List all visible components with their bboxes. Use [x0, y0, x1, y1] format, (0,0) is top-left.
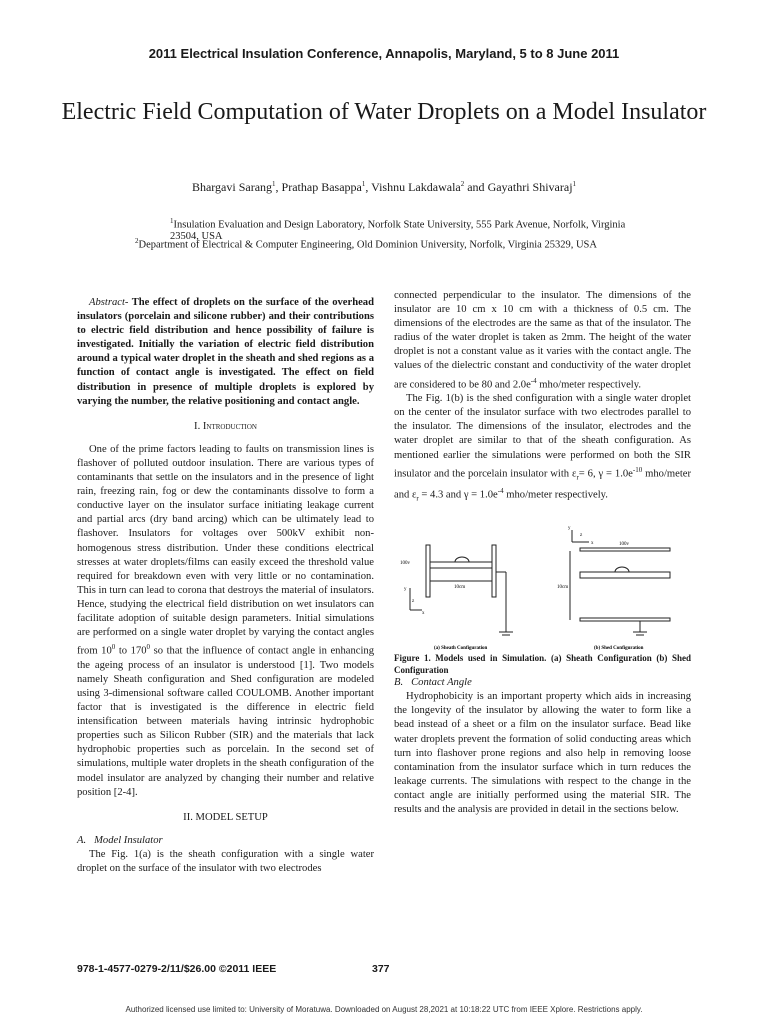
author-name: Vishnu Lakdawala: [371, 180, 461, 194]
exponent: -4: [497, 487, 504, 496]
axis-x-label: x: [591, 541, 594, 547]
affiliation-text: Department of Electrical & Computer Engineering, Old Dominion University, Norfolk, Virginia 25329, USA: [138, 239, 597, 251]
axis-x-label: x: [422, 611, 425, 617]
paragraph-text: The Fig. 1(b) is the shed configuration with a single water droplet on the center of the insulator surface with two electrodes parallel to the insulator. The dimensions of the insulator, electrodes and the water droplet are similar to that of the sheath configuration. As mentioned earlier the simulations were performed on both the SIR insulator and the porcelain insulator with ε: [394, 393, 691, 480]
author-name: Gayathri Shivaraj: [487, 180, 573, 194]
axis-y-label: y: [404, 587, 407, 593]
author-affiliation-mark: 1: [272, 180, 276, 188]
author-list: [0, 180, 768, 195]
exponent: -10: [632, 465, 643, 474]
figure-caption: Figure 1. Models used in Simulation. (a) Sheath Configuration (b) Shed Configuration: [394, 653, 691, 676]
subsection-title: Contact Angle: [411, 677, 472, 689]
axis-y-label: y: [568, 526, 571, 532]
section-heading-model-setup: [77, 811, 374, 825]
top-electrode: [580, 548, 670, 551]
paragraph-text: = 4.3 and γ = 1.0e: [418, 489, 498, 501]
author-separator: ,: [365, 180, 372, 194]
paragraph-text: so that the influence of contact angle in enhancing the ageing process of an insulator is understood [1]. Two models namely Sheath configuration and Shed configuration are modeled using 3-dimensional software called COULOMB. Another important factor that is investigated is the difference in electric field intensification between materials having intrinsic hydrophobic properties such as Silicon Rubber (SIR) and the materials that lack hydrophobic properties such as porcelain. In the second set of simulations, multiple water droplets in the sheath configuration of the model insulator are analyzed by changing their number and relative position [2-4].: [77, 645, 374, 798]
figure-1: [394, 510, 691, 652]
right-column: [394, 289, 691, 817]
affiliation-2: [135, 237, 655, 251]
introduction-paragraph: [77, 443, 374, 800]
subsection-label: A.: [77, 834, 87, 846]
paper-title: Electric Field Computation of Water Droplets on a Model Insulator: [61, 99, 707, 125]
affiliation-mark: 2: [135, 237, 139, 245]
abstract-text: The effect of droplets on the surface of the overhead insulators (porcelain and silicone rubber) and their contributions to electric field distribution and hence possibility of failure is investigated. Initially the variation of electric field distribution around a typical water droplet in the sheath and shed regions as a function of contact angle is investigated. The effect on field distribution in presence of multiple droplets is explored by varying the number, the relative positioning and contact angle.: [77, 297, 374, 407]
insulator: [580, 572, 670, 578]
subsection-heading-contact-angle: [394, 676, 691, 690]
exponent: -4: [530, 376, 537, 385]
paragraph-text: mho/meter respectively.: [503, 489, 608, 501]
shed-paragraph: [394, 392, 691, 506]
author-name: Prathap Basappa: [281, 180, 362, 194]
model-paragraph-continued: [394, 289, 691, 392]
bottom-electrode: [580, 618, 670, 621]
paragraph-text: Hydrophobicity is an important property which aids in increasing the longevity of the insulator by allowing the water to form like a bead instead of a sheet or a film on the insulator surface. Bead like water droplets prevent the formation of solid conducting areas which turn into flashover prone regions and also help in removing loose contamination from the insulator surface which in turn reduces the leakage currents. The simulations with respect to the change in the contact angle are initially performed using the material SIR. The results and the analysis are provided in detail in the sections below.: [394, 691, 691, 815]
conference-header: 2011 Electrical Insulation Conference, Annapolis, Maryland, 5 to 8 June 2011: [148, 46, 620, 61]
voltage-label: 100v: [400, 561, 410, 567]
paragraph-text: mho/meter respectively.: [536, 379, 641, 391]
subsection-heading-model-insulator: [77, 834, 374, 848]
degree-mark: 0: [111, 643, 116, 652]
sheath-configuration: [410, 545, 513, 635]
water-droplet: [455, 557, 469, 562]
axis-z-label: z: [412, 599, 415, 605]
right-electrode: [492, 545, 496, 597]
subfigure-b-label: (b) Shed Configuration: [594, 646, 644, 652]
paragraph-text: One of the prime factors leading to faults on transmission lines is flashover of polluted outdoor insulation. There are various types of contaminants that settle on the insulators and in the presence of light rain, freezing rain, fog or dew the contaminants dissolve to form a conductive layer on the insulator surface initiating leakage current and partial arcs (dry band arcing) which can be ultimately lead to flashover. Insulators for voltages over 500kV exhibit non-homogenous stress distribution. Under these conditions electrical stresses at water droplets/films can easily exceed the threshold value required for breakdown even with very little or no contamination. This in turn can lead to corona that destroys the material of insulators. Hence, studying the electrical field distribution on wet insulators can facilitate adoption of suitable design parameters. Initial simulations are performed on a single water droplet by varying the contact angles from 10: [77, 443, 374, 657]
author-affiliation-mark: 2: [460, 180, 465, 188]
paragraph-text: connected perpendicular to the insulator. The dimensions of the insulator are 10 cm x 10 cm with a thickness of 0.5 cm. The dimensions of the electrodes are the same as that of the insulator. The radius of the water droplet is taken as 2mm. The height of the water droplet is not a constant value as it varies with the contact angle. The values of the dielectric constant and conductivity of the water droplet are considered to be 80 and 2.0e: [394, 290, 691, 391]
download-notice: Authorized licensed use limited to: University of Moratuwa. Downloaded on August 28,2021 at 10:18:22 UTC from IEEE Xplore. Restrictions apply.: [125, 1005, 643, 1014]
dimension-label: 10cm: [557, 585, 569, 591]
model-paragraph: [77, 848, 374, 876]
left-electrode: [426, 545, 430, 597]
paragraph-text: = 6, γ = 1.0e: [578, 468, 633, 480]
abstract-label: Abstract-: [89, 297, 129, 308]
author-separator: ,: [275, 180, 282, 194]
paragraph-text: to 170: [115, 645, 147, 657]
subscript: r: [416, 495, 419, 504]
section-heading-text: I. Introduction: [194, 420, 257, 432]
author-affiliation-mark: 1: [361, 180, 366, 188]
affiliation-mark: 1: [170, 217, 174, 225]
paragraph-text: The Fig. 1(a) is the sheath configuration with a single water droplet on the surface of the insulator with two electrodes: [77, 848, 374, 874]
water-droplet: [615, 567, 629, 572]
section-heading-text: II. MODEL SETUP: [183, 811, 268, 823]
subfigure-a-label: (a) Sheath Configuration: [434, 646, 488, 652]
abstract: [77, 296, 374, 409]
author-name: Bhargavi Sarang: [191, 180, 273, 194]
affiliation-text: Insulation Evaluation and Design Laboratory, Norfolk State University, 555 Park Avenue, Norfolk, Virginia 23504, USA: [170, 219, 626, 242]
section-heading-introduction: [77, 420, 374, 434]
subsection-label: B.: [394, 677, 404, 689]
axis-z-label: z: [580, 533, 583, 539]
paragraph-text: mho/meter and ε: [394, 468, 692, 501]
subscript: r: [576, 473, 579, 482]
left-column: [77, 296, 374, 876]
figure-diagram: [394, 510, 691, 652]
footer-isbn: 978-1-4577-0279-2/11/$26.00 ©2011 IEEE: [77, 963, 277, 975]
page-number: 377: [372, 963, 390, 975]
author-affiliation-mark: 1: [572, 180, 577, 188]
degree-mark: 0: [146, 643, 151, 652]
voltage-label: 100v: [619, 542, 629, 548]
contact-angle-paragraph: [394, 690, 691, 817]
dimension-label: 10cm: [454, 585, 466, 591]
author-separator: and: [464, 180, 488, 194]
subsection-title: Model Insulator: [94, 834, 163, 846]
